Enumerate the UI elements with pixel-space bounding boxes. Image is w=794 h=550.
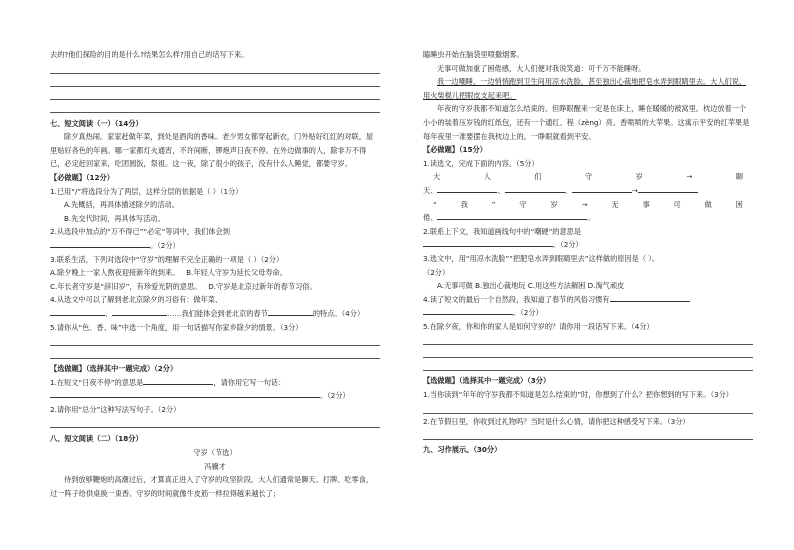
fill-blank[interactable] xyxy=(423,238,553,247)
passage-title: 守岁（节选） xyxy=(193,448,237,458)
question-4-text: 4.读了短文的最后一个自然段，我知道了春节的风俗习惯有 xyxy=(423,294,610,304)
answer-line[interactable] xyxy=(423,333,753,345)
question-5: 5.在除夕夜，你和你的家人是如何守岁的？请你用一段话写下来。（4分） xyxy=(423,321,654,331)
answer-line[interactable] xyxy=(423,402,753,414)
passage-paragraph: 待到放够鞭炮的高潮过后，才算真正进入了守岁的攻坚阶段。大人们通常是聊天、打牌、吃零食，过一阵子给供桌换一束香。守岁的时间就像牛皮筋一样拉得越来越长了； xyxy=(50,475,374,498)
fill-blank[interactable] xyxy=(268,307,313,316)
flow-text: 天、 xyxy=(423,185,438,195)
answer-line[interactable] xyxy=(423,346,753,358)
answer-line[interactable] xyxy=(50,334,380,346)
passage-paragraph: 年夜的守岁我都不知道怎么结束的。但睁眼醒来一定是在床上，睡在暖暖的被窝里。枕边放着一个小小的装着压岁钱的红纸包，还有一个通红、程（zèng）亮、香喷喷的大苹果。这寓示平安的红苹果是每年夜里一准要摆在我枕边上的。一睁眼就看到平安。 xyxy=(423,104,750,141)
answer-line[interactable] xyxy=(50,88,380,100)
answer-line[interactable] xyxy=(50,101,380,113)
flow-text: 、 xyxy=(497,185,505,195)
flow-char: 聊 xyxy=(735,172,743,182)
answer-line[interactable] xyxy=(50,62,380,74)
question-2-end: 。（2分） xyxy=(150,240,180,250)
question-2-blank xyxy=(423,238,753,252)
question-1: 1.读选文，完成下面的内容。（5分） xyxy=(423,158,539,168)
option-c: C.年长者守岁是“辞旧岁”，有珍爱光阴的意思。 xyxy=(50,281,202,291)
arrow-icon: → xyxy=(686,172,693,182)
question-4-end: 。（2分） xyxy=(513,308,543,318)
fill-blank[interactable] xyxy=(638,184,698,193)
left-column xyxy=(50,48,380,500)
question-3-options: A.无事可做 B.独出心裁地玩 C.用这些方法解困 D.淘气顽皮 xyxy=(437,281,625,291)
optional-question-2: 2.在节假日里，你收到过礼物吗？当时是什么心情，请你把这种感受写下来。（3分） xyxy=(423,416,690,426)
optional-question-1: 1.当你读到“年年的守岁我都不知道是怎么结束的”时，你想到了什么？把你想到的写下来。（3分） xyxy=(423,390,733,400)
section-9-title: 九、习作展示。（30分） xyxy=(423,445,502,455)
fill-blank[interactable] xyxy=(437,184,497,193)
optional-question-1 xyxy=(50,376,380,390)
flow-char: 人 xyxy=(483,172,491,182)
question-2-end: 。（2分） xyxy=(553,240,583,250)
fill-blank[interactable] xyxy=(423,306,513,315)
fill-blank[interactable] xyxy=(112,307,167,316)
flow-char: 守 xyxy=(584,172,593,182)
flow-char: 岁 xyxy=(635,172,643,182)
answer-line[interactable] xyxy=(423,428,753,440)
option-a: A.除夕晚上一家人熬夜迎接新年的到来。 xyxy=(50,268,180,278)
flow-char: “ xyxy=(433,199,437,209)
fill-blank[interactable] xyxy=(50,389,320,398)
flow-char: 可 xyxy=(673,199,681,209)
passage-paragraph: 无事可做加重了困倦感，大人们便对我说笑道：可千万不能睡呀。 xyxy=(437,63,646,73)
flow-char: 岁 xyxy=(550,199,558,209)
fill-blank[interactable] xyxy=(50,307,105,316)
question-5: 5.请你从“色、香、味”中选一个角度，用一句话描写你家乡除夕的情景。（3分） xyxy=(50,322,303,332)
fill-blank[interactable] xyxy=(437,211,587,220)
section-7-title: 七、短文阅读（一）（14分） xyxy=(50,118,143,128)
question-3: 3.联系生活，下列对选段中“守岁”的理解不完全正确的一项是（ ）（2分） xyxy=(50,254,284,264)
optional-heading: 【选做题】（选择其中一题完成）（3分） xyxy=(423,376,551,386)
arrow-icon: → xyxy=(631,185,638,195)
option-a: A.先概括，再具体描述除夕的活动。 xyxy=(64,200,179,210)
answer-line[interactable] xyxy=(50,75,380,87)
optional-question-1-end: 。（2分） xyxy=(320,391,350,401)
required-heading: 【必做题】（15分） xyxy=(423,145,487,155)
question-1: 1.已用“/”将选段分为了两层，这样分层的依据是（ ）（1分） xyxy=(50,186,243,196)
underlined-sentence: 我一边嘲睡，一边悄悄跑到卫生间用凉水洗脸，甚至独出心裁地把皂水弄到眼睛里去。大人们说，用火柴棍儿把眼皮支起来吧。 xyxy=(423,77,747,100)
flow-text: 倦、 xyxy=(423,213,438,223)
arrow-icon: → xyxy=(581,199,588,209)
paragraph: 去的?他们探险的目的是什么?结果怎么样?用自己的话写下来。 xyxy=(50,50,249,59)
fill-blank[interactable] xyxy=(50,239,150,248)
flow-row xyxy=(423,170,753,184)
passage-author: 冯骥才 xyxy=(204,461,226,471)
flow-char: 困 xyxy=(735,199,743,209)
optional-heading: 【选做题】（选择其中一题完成）（2分） xyxy=(50,364,178,374)
optional-question-1-text: ，请你用它写一句话： xyxy=(213,377,286,387)
question-4-blanks xyxy=(50,307,380,321)
question-2: 2.联系上下文，我知道画线句中的“嘲硬”的意思是 xyxy=(423,226,582,236)
flow-char: 无 xyxy=(611,199,619,209)
option-d: D.守岁是北京过新年的春节习俗。 xyxy=(208,281,317,291)
answer-line[interactable] xyxy=(423,359,753,371)
question-4-end: 的特点。（4分） xyxy=(312,308,365,318)
fill-blank[interactable] xyxy=(143,376,213,385)
question-2: 2.从选段中加点的“万不得已”“必定”等词中，我们体会到 xyxy=(50,227,230,237)
flow-char: ” xyxy=(491,199,496,209)
flow-text: 、 xyxy=(564,185,572,195)
flow-char: 们 xyxy=(534,172,542,182)
options-row xyxy=(50,266,380,280)
separator: 、 xyxy=(105,308,113,318)
question-2-blank xyxy=(50,239,380,253)
answer-line[interactable] xyxy=(50,347,380,359)
passage-paragraph: 瞌睡虫开始在脑袋里喷撒烟雾。 xyxy=(423,50,524,59)
section-8-title: 八、短文阅读（二）（18分） xyxy=(50,434,143,444)
fill-blank[interactable] xyxy=(610,293,690,302)
fill-blank[interactable] xyxy=(572,184,632,193)
question-4-mid: ……我们能体会到老北京的春节 xyxy=(167,308,268,318)
options-row xyxy=(50,280,380,294)
flow-text: 。 xyxy=(587,213,595,223)
option-b: B.年轻人守岁为延长父母寿命。 xyxy=(186,268,287,278)
right-column xyxy=(423,48,753,457)
flow-char: 守 xyxy=(519,199,527,209)
optional-question-1-line xyxy=(50,389,380,403)
flow-row xyxy=(423,198,753,212)
flow-char: 事 xyxy=(642,199,650,209)
answer-line[interactable] xyxy=(50,416,380,428)
required-heading: 【必做题】（12分） xyxy=(50,172,114,182)
optional-question-2: 2.请你用“总分”这种写法写句子。（2分） xyxy=(50,404,181,414)
flow-char: 大 xyxy=(433,172,441,182)
question-3-score: （2分） xyxy=(423,267,450,277)
optional-question-1-text: 1.在短文“日夜不停”的意思是 xyxy=(50,377,144,387)
passage-paragraph: 除夕真热闹。家家赶做年菜，到处是酒肉的香味。老少男女都穿起新衣，门外贴好红红的对联，屋里贴好各色的年画。哪一家都灯火通宵，不许间断，锣炮声日夜不停。在外边做事的人，除非万不得已，必定赶回家来，吃团圆饭，祭祖。这一夜，除了很小的孩子，没有什么人睡觉，都要守岁。 xyxy=(50,132,374,169)
flow-row-2 xyxy=(423,184,753,198)
fill-blank[interactable] xyxy=(505,184,565,193)
option-b: B.先交代时间，再具体写活动。 xyxy=(64,213,165,223)
question-4: 4.从选文中可以了解到老北京除夕的习俗有：做年菜、 xyxy=(50,295,223,305)
question-4 xyxy=(423,293,753,307)
question-3: 3.选文中，用“用凉水洗脸”“把肥皂水弄到眼睛里去”这样做的原因是（ ）。 xyxy=(423,253,660,263)
question-4-line xyxy=(423,306,753,320)
flow-char: 我 xyxy=(460,199,468,209)
flow-char: 做 xyxy=(704,199,712,209)
flow-row-4 xyxy=(423,211,753,225)
